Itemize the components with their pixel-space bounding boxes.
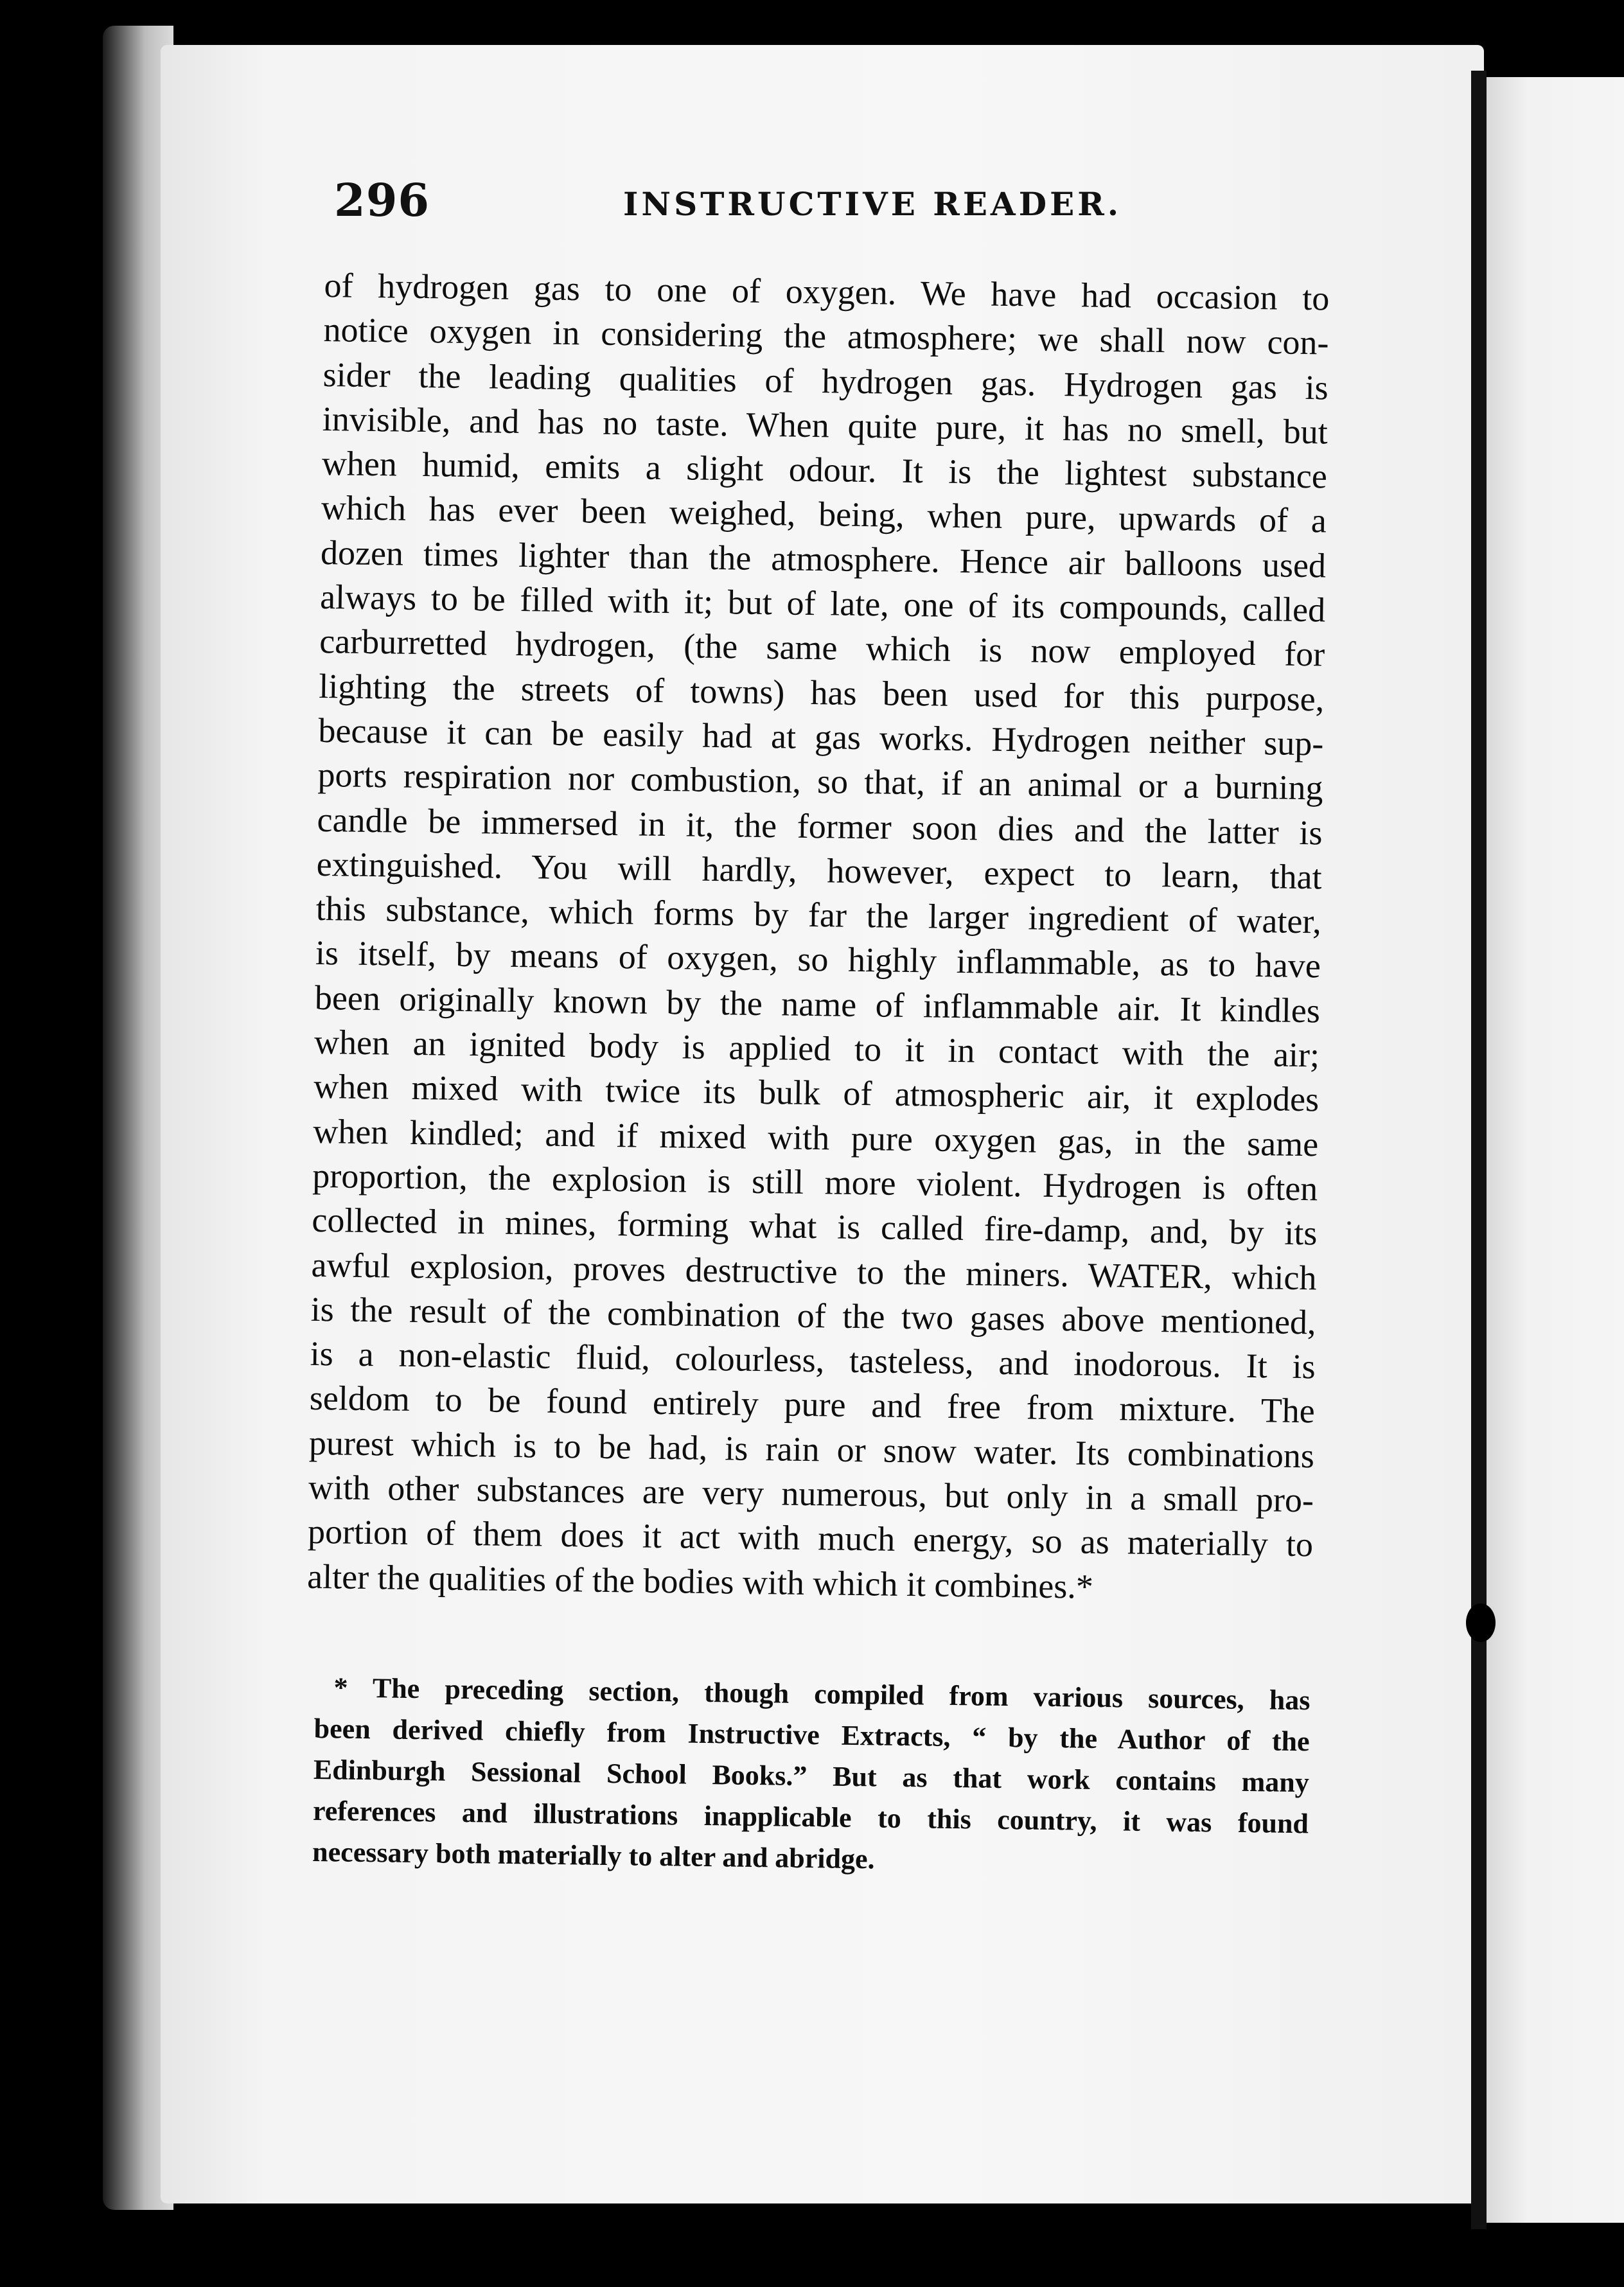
footnote-line: Edinburgh Sessional School Books.” But as that work contains many xyxy=(313,1753,1310,1799)
text-line: sider the leading qualities of hydrogen gas. Hydrogen gas is xyxy=(322,355,1328,407)
facing-page-edge xyxy=(1487,77,1624,2223)
text-line: is itself, by means of oxygen, so highly inflammable, as to have xyxy=(315,933,1321,985)
text-line: purest which is to be had, is rain or snow water. Its combinations xyxy=(308,1423,1315,1476)
text-line: been originally known by the name of inflammable air. It kindles xyxy=(314,978,1321,1030)
text-line: is a non-elastic fluid, colourless, tasteless, and inodorous. It is xyxy=(310,1334,1316,1386)
footnote-line: been derived chiefly from Instructive Extracts, “ by the Author of the xyxy=(313,1712,1310,1758)
text-line: collected in mines, forming what is called fire-damp, and, by its xyxy=(312,1201,1318,1253)
text-line: when humid, emits a slight odour. It is the lightest substance xyxy=(321,444,1328,496)
text-line: because it can be easily had at gas works. Hydrogen neither sup- xyxy=(318,711,1324,763)
text-line: with other substances are very numerous, but only in a small pro- xyxy=(308,1467,1314,1520)
text-line: alter the qualities of the bodies with which it combines.* xyxy=(306,1557,1094,1606)
text-line: awful explosion, proves destructive to the miners. WATER, which xyxy=(311,1245,1317,1297)
text-line: when mixed with twice its bulk of atmospheric air, it explodes xyxy=(313,1067,1320,1119)
book-gutter xyxy=(1471,71,1487,2229)
footnote-line: necessary both materially to alter and abridge. xyxy=(312,1835,875,1875)
page-number: 296 xyxy=(334,173,430,227)
text-line: this substance, which forms by far the larger ingredient of water, xyxy=(315,889,1322,941)
page-header xyxy=(334,173,1336,244)
footnote-line: references and illustrations inapplicable to this country, it was found xyxy=(312,1794,1309,1840)
text-line: lighting the streets of towns) has been used for this purpose, xyxy=(318,666,1325,719)
text-line: which has ever been weighed, being, when pure, upwards of a xyxy=(321,488,1327,540)
running-head: INSTRUCTIVE READER. xyxy=(623,185,1122,223)
binding-mark xyxy=(1466,1603,1496,1642)
text-line: carburretted hydrogen, (the same which is now employed for xyxy=(319,622,1325,674)
text-line: dozen times lighter than the atmosphere. Hence air balloons used xyxy=(320,533,1327,585)
text-line: ports respiration nor combustion, so that, if an animal or a burning xyxy=(317,755,1323,808)
text-line: candle be immersed in it, the former soon dies and the latter is xyxy=(317,800,1323,852)
text-line: is the result of the combination of the two gases above mentioned, xyxy=(310,1289,1316,1342)
body-text xyxy=(307,263,1330,1612)
text-line: when an ignited body is applied to it in contact with the air; xyxy=(313,1022,1320,1075)
text-line: seldom to be found entirely pure and free from mixture. The xyxy=(309,1379,1316,1431)
text-line: invisible, and has no taste. When quite pure, it has no smell, but xyxy=(322,399,1328,452)
footnote-line: * The preceding section, though compiled from various sources, has xyxy=(333,1672,1311,1717)
text-line: extinguished. You will hardly, however, expect to learn, that xyxy=(316,844,1323,897)
text-line: when kindled; and if mixed with pure oxygen gas, in the same xyxy=(312,1111,1319,1164)
text-line: always to be filled with it; but of late, one of its compounds, called xyxy=(319,578,1326,630)
text-line: of hydrogen gas to one of oxygen. We have had occasion to xyxy=(324,265,1330,318)
footnote xyxy=(312,1667,1311,1885)
text-line: portion of them does it act with much energy, so as materially to xyxy=(307,1512,1314,1564)
text-line: notice oxygen in considering the atmosphere; we shall now con- xyxy=(323,310,1329,362)
text-line: proportion, the explosion is still more violent. Hydrogen is often xyxy=(312,1156,1318,1208)
